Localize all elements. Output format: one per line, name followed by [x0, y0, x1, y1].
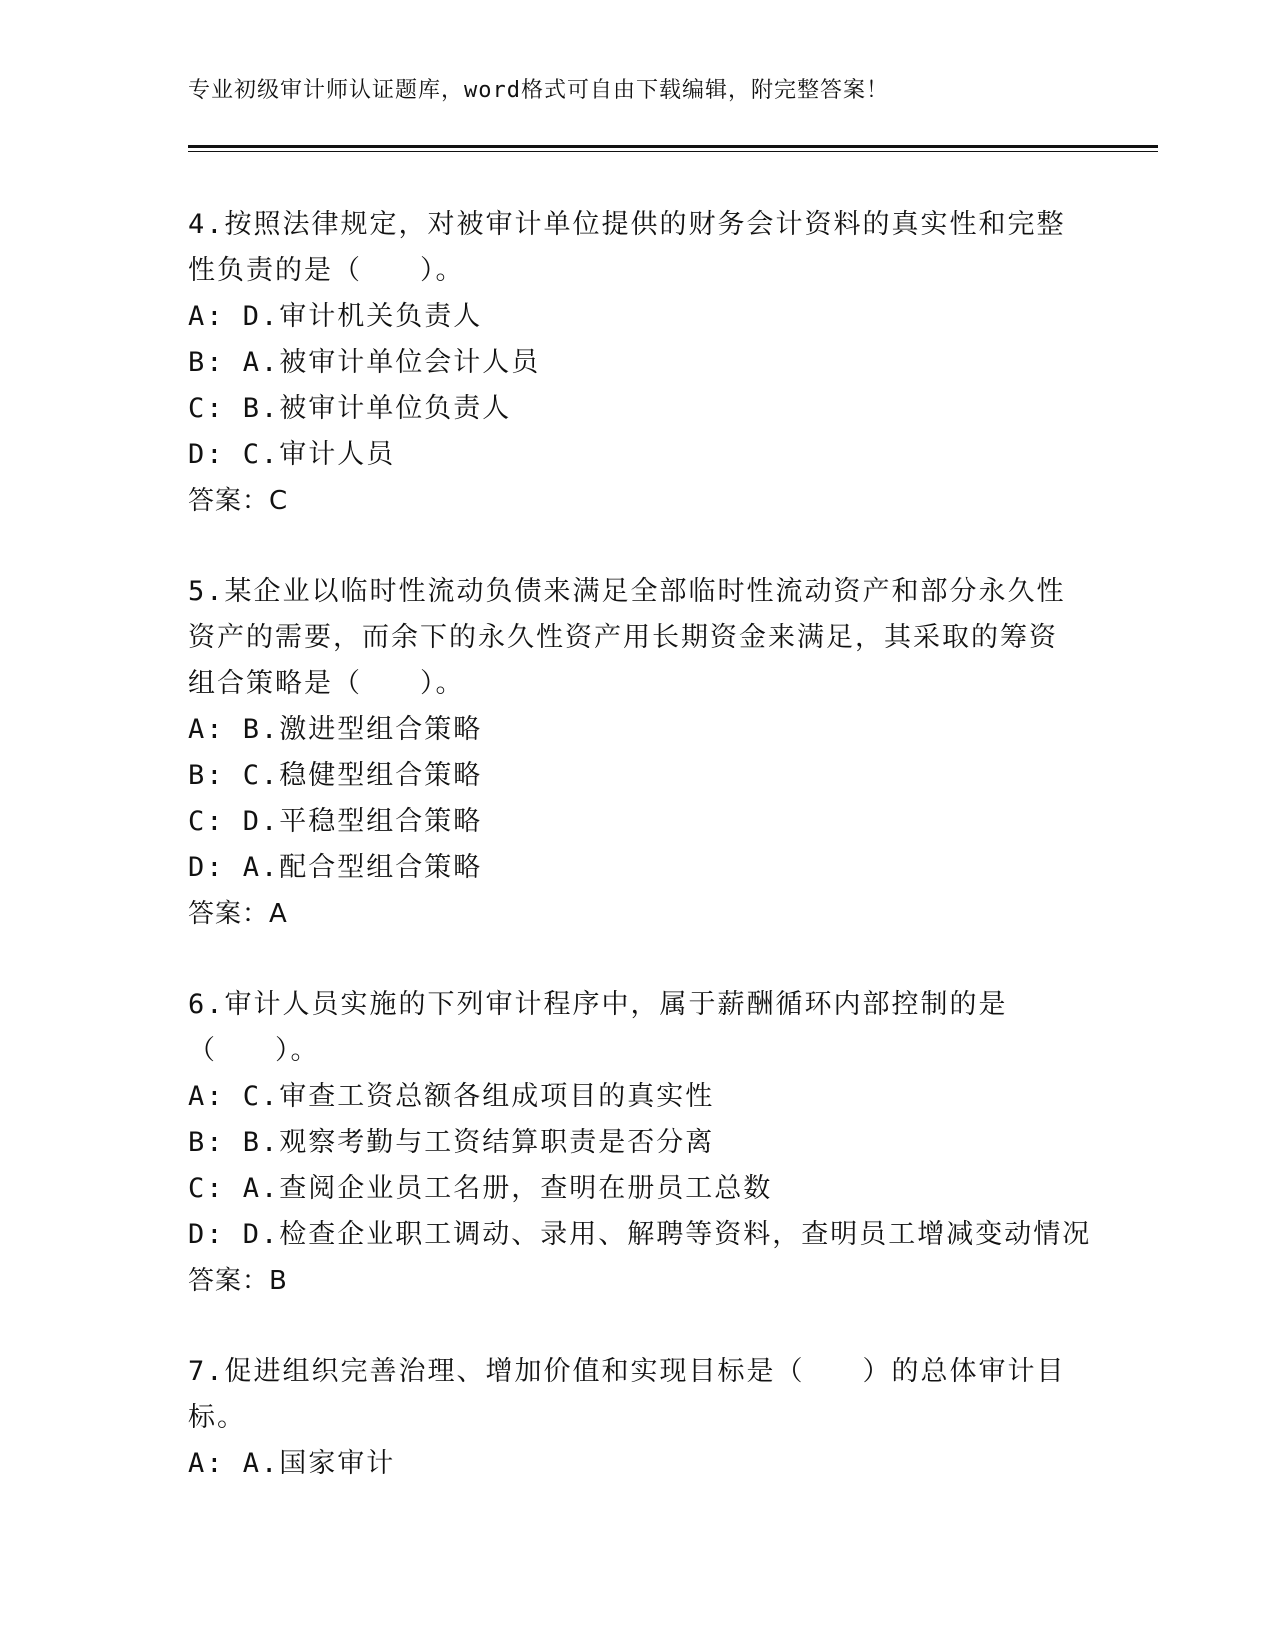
- answer-label: 答案：C: [188, 486, 289, 516]
- option-c: C: A.查阅企业员工名册，查明在册员工总数: [188, 1173, 773, 1204]
- question-text: 5.某企业以临时性流动负债来满足全部临时性流动资产和部分永久性资产的需要，而余下的永久性资产用长期资金来满足，其采取的筹资组合策略是（ ）。: [188, 576, 1066, 699]
- question-text: 6.审计人员实施的下列审计程序中，属于薪酬循环内部控制的是（ ）。: [188, 989, 1008, 1066]
- option-b: B: C.稳健型组合策略: [188, 760, 483, 791]
- option-a: A: D.审计机关负责人: [188, 301, 483, 332]
- option-a: A: B.激进型组合策略: [188, 714, 483, 745]
- option-d: D: D.检查企业职工调动、录用、解聘等资料，查明员工增减变动情况: [188, 1219, 1092, 1250]
- question-7: [188, 1349, 1088, 1487]
- question-text: 4.按照法律规定，对被审计单位提供的财务会计资料的真实性和完整性负责的是（ ）。: [188, 209, 1066, 286]
- question-text: 7.促进组织完善治理、增加价值和实现目标是（ ）的总体审计目标。: [188, 1356, 1066, 1433]
- header-rule-thin: [188, 151, 1158, 152]
- question-6: [188, 982, 1092, 1304]
- option-a: A: A.国家审计: [188, 1448, 396, 1479]
- question-list: [188, 202, 1092, 1532]
- question-4: [188, 202, 1088, 524]
- option-c: C: D.平稳型组合策略: [188, 806, 483, 837]
- answer-label: 答案：A: [188, 899, 288, 929]
- question-5: [188, 569, 1088, 937]
- header-rule-thick: [188, 145, 1158, 148]
- option-d: D: A.配合型组合策略: [188, 852, 483, 883]
- option-a: A: C.审查工资总额各组成项目的真实性: [188, 1081, 715, 1112]
- option-b: B: A.被审计单位会计人员: [188, 347, 541, 378]
- page-header: 专业初级审计师认证题库，word格式可自由下载编辑，附完整答案！: [188, 78, 889, 103]
- answer-label: 答案：B: [188, 1266, 288, 1296]
- option-c: C: B.被审计单位负责人: [188, 393, 512, 424]
- option-d: D: C.审计人员: [188, 439, 396, 470]
- option-b: B: B.观察考勤与工资结算职责是否分离: [188, 1127, 715, 1158]
